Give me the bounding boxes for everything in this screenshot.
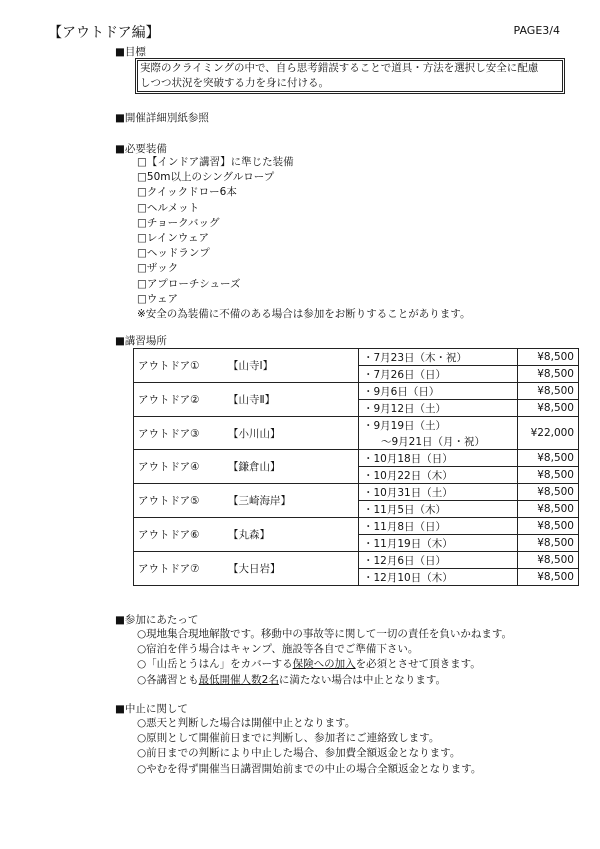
- course-place: 【鎌倉山】: [228, 461, 281, 473]
- equipment-item: □ウェア: [137, 292, 179, 305]
- equipment-item: □クイックドロー6本: [137, 186, 237, 199]
- participation-list: [137, 627, 512, 688]
- price-cell: ¥8,500: [518, 467, 579, 484]
- price-cell: ¥8,500: [518, 569, 579, 586]
- course-name: アウトドア③: [138, 427, 200, 440]
- date-cell: ・9月6日（日）: [359, 383, 518, 400]
- cancellation-item: ○原則として開催前日までに判断し、参加者にご連絡致します。: [137, 732, 440, 745]
- equipment-item: □50m以上のシングルロープ: [137, 171, 275, 184]
- course-place: 【大日岩】: [228, 563, 281, 575]
- cancellation-list: [137, 716, 481, 777]
- equipment-heading: ■必要装備: [115, 143, 167, 155]
- date-cell: ・10月31日（土）: [359, 484, 518, 501]
- course-place: 【三崎海岸】: [228, 495, 291, 507]
- course-cell: [134, 518, 359, 552]
- price-cell: ¥8,500: [518, 349, 579, 366]
- equipment-item: □ヘッドランプ: [137, 247, 210, 260]
- equipment-item: □アプローチシューズ: [137, 277, 241, 290]
- equipment-item: □レインウェア: [137, 231, 209, 244]
- price-cell: ¥22,000: [518, 417, 579, 450]
- course-place: 【山寺Ⅰ】: [228, 360, 274, 372]
- date-cell: ・7月26日（日）: [359, 366, 518, 383]
- goal-text-line1: 実際のクライミングの中で、自ら思考錯誤することで道具・方法を選択し安全に配慮: [140, 62, 539, 74]
- equipment-note: ※安全の為装備に不備のある場合は参加をお断りすることがあります。: [137, 307, 471, 320]
- price-cell: ¥8,500: [518, 383, 579, 400]
- course-name: アウトドア⑥: [138, 529, 200, 541]
- price-cell: ¥8,500: [518, 501, 579, 518]
- course-name: アウトドア⑦: [138, 563, 200, 575]
- course-cell: [134, 450, 359, 484]
- venues-heading: ■講習場所: [115, 335, 167, 347]
- course-place: 【小川山】: [228, 427, 281, 440]
- date-cell: ・10月18日（日）: [359, 450, 518, 467]
- table-row: [134, 552, 579, 569]
- course-cell: [134, 383, 359, 417]
- details-heading: ■開催詳細別紙参照: [115, 112, 209, 124]
- table-row: [134, 518, 579, 535]
- cancellation-item: ○やむを得ず開催当日講習開始前までの中止の場合全額返金となります。: [137, 762, 482, 775]
- price-cell: ¥8,500: [518, 535, 579, 552]
- course-place: 【山寺Ⅱ】: [228, 394, 276, 406]
- price-cell: ¥8,500: [518, 450, 579, 467]
- equipment-item: □ヘルメット: [137, 201, 200, 214]
- date-cell: ・9月12日（土）: [359, 400, 518, 417]
- price-cell: ¥8,500: [518, 484, 579, 501]
- table-row: [134, 484, 579, 501]
- participation-text: ○各講習とも: [137, 673, 199, 686]
- date-cell: ・10月22日（木）: [359, 467, 518, 484]
- goal-text-line2: しつつ状況を突破する力を身に付ける。: [140, 77, 329, 89]
- cancellation-heading: ■中止に関して: [115, 703, 188, 715]
- page-title: 【アウトドア編】: [48, 25, 160, 41]
- date-cell: ・9月19日（土）: [359, 417, 518, 434]
- participation-text: に満たない場合は中止となります。: [278, 673, 447, 686]
- course-cell: [134, 349, 359, 383]
- schedule-table: [133, 348, 579, 586]
- date-cell: ・11月8日（日）: [359, 518, 518, 535]
- date-cell: ・7月23日（木・祝）: [359, 349, 518, 366]
- participation-item: ○宿泊を伴う場合はキャンプ、施設等各自でご準備下さい。: [137, 643, 419, 656]
- price-cell: ¥8,500: [518, 366, 579, 383]
- participation-item: ○現地集合現地解散です。移動中の事故等に関して一切の責任を負いかねます。: [137, 628, 512, 640]
- course-cell: [134, 484, 359, 518]
- cancellation-item: ○前日までの判断により中止した場合、参加費全額返金となります。: [137, 747, 461, 760]
- price-cell: ¥8,500: [518, 518, 579, 535]
- table-row: [134, 349, 579, 366]
- minimum-participants: 最低開催人数2名: [198, 673, 279, 686]
- participation-text: ○「山岳とうはん」をカバーする: [137, 658, 293, 671]
- date-cell: ・12月10日（木）: [359, 569, 518, 586]
- equipment-item: □【インドア講習】に準じた装備: [137, 156, 294, 168]
- date-cell: ・11月19日（木）: [359, 535, 518, 552]
- table-row: [134, 417, 579, 434]
- cancellation-item: ○悪天と判断した場合は開催中止となります。: [137, 717, 356, 729]
- course-name: アウトドア④: [138, 461, 200, 473]
- course-cell: [134, 417, 359, 450]
- course-place: 【丸森】: [228, 529, 270, 541]
- course-name: アウトドア②: [138, 394, 200, 406]
- course-name: アウトドア①: [138, 360, 200, 372]
- page-number: PAGE3/4: [513, 24, 560, 37]
- equipment-list: [137, 155, 470, 322]
- date-cell: ・12月6日（日）: [359, 552, 518, 569]
- participation-heading: ■参加にあたって: [115, 614, 199, 626]
- course-name: アウトドア⑤: [138, 495, 200, 507]
- date-cell: ～9月21日（月・祝）: [359, 433, 518, 450]
- date-cell: ・11月5日（木）: [359, 501, 518, 518]
- participation-text: を必須とさせて頂きます。: [355, 658, 481, 671]
- table-row: [134, 383, 579, 400]
- participation-item: [137, 673, 512, 688]
- price-cell: ¥8,500: [518, 552, 579, 569]
- participation-item: [137, 657, 512, 672]
- equipment-item: □ザック: [137, 262, 179, 275]
- equipment-item: □チョークバッグ: [137, 216, 220, 229]
- insurance-requirement: 保険への加入: [292, 658, 356, 671]
- price-cell: ¥8,500: [518, 400, 579, 417]
- table-row: [134, 450, 579, 467]
- goal-heading: ■目標: [115, 46, 146, 58]
- goal-box: [135, 58, 565, 94]
- course-cell: [134, 552, 359, 586]
